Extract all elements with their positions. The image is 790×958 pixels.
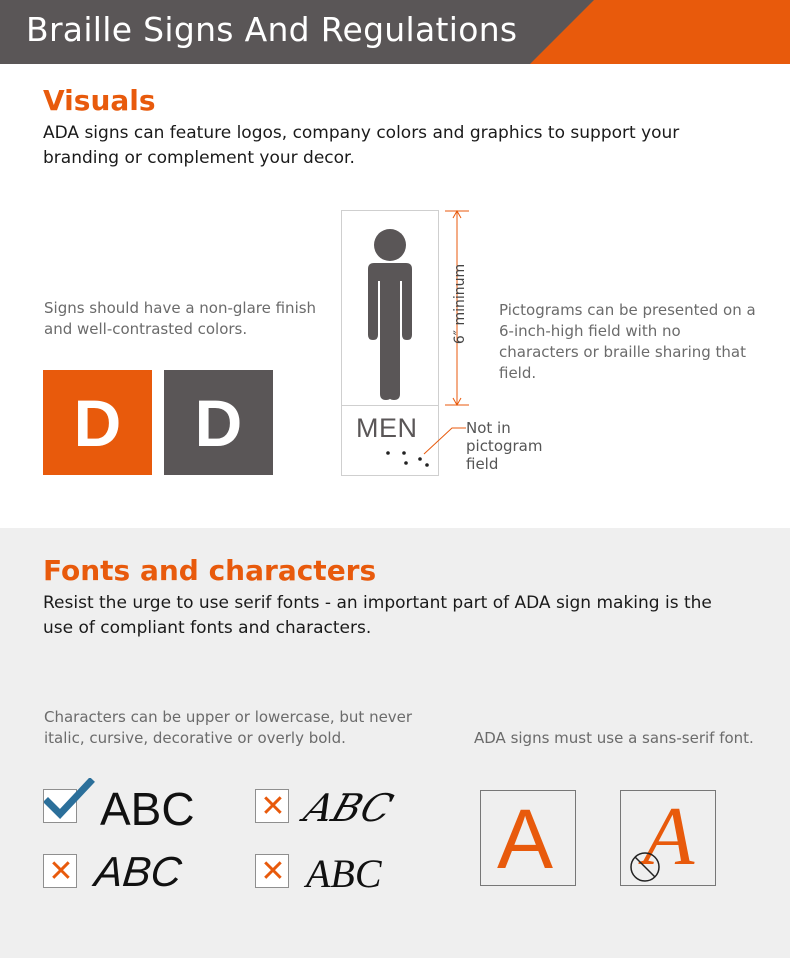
sans-serif-example [480,790,576,886]
banner-accent-stripe [530,0,790,64]
orange-d-tile [43,370,152,475]
visuals-intro: ADA signs can feature logos, company colors and graphics to support your branding or complement your decor. [43,123,680,168]
x-mark-icon: ✕ [48,854,74,889]
sample-bold-italic: ABC [92,848,184,895]
sample-serif-italic: ABC [306,851,382,896]
page-title: Braille Signs And Regulations [26,10,518,49]
gray-d-tile [164,370,273,475]
case-note: Characters can be upper or lowercase, but never italic, cursive, decorative or overly bold. [44,708,413,747]
rejected-checkbox [43,854,77,888]
x-mark-icon: ✕ [260,854,286,889]
tile-letter: D [73,385,122,460]
tile-letter: D [194,385,243,460]
header-banner [0,0,790,64]
x-mark-icon: ✕ [260,789,286,824]
pictogram-note: Pictograms can be presented on a 6-inch-high field with no characters or braille sharing that field. [499,301,756,382]
dimension-label: 6″ mininum [452,263,468,345]
sign-label: MEN [356,413,418,443]
serif-italic-example [620,790,716,886]
rejected-checkbox [255,854,289,888]
sample-cursive: ABC [298,786,399,830]
serif-italic-letter: A [643,790,695,883]
checkmark-icon [44,778,96,822]
fonts-heading: Fonts and characters [43,554,377,587]
visuals-heading: Visuals [43,84,156,117]
callout-text: Not in pictogram field [466,419,543,473]
prohibited-icon [627,849,663,885]
fonts-intro: Resist the urge to use serif fonts - an important part of ADA sign making is the use of compliant fonts and characters. [43,593,712,638]
sans-serif-letter: A [497,792,554,886]
finish-note: Signs should have a non-glare finish and well-contrasted colors. [44,299,317,338]
sans-serif-note: ADA signs must use a sans-serif font. [474,729,754,747]
man-pictogram-icon [342,211,438,405]
callout-note [466,419,546,473]
sample-regular: ABC [100,783,195,835]
rejected-checkbox [255,789,289,823]
pictogram-field-divider [342,405,438,406]
